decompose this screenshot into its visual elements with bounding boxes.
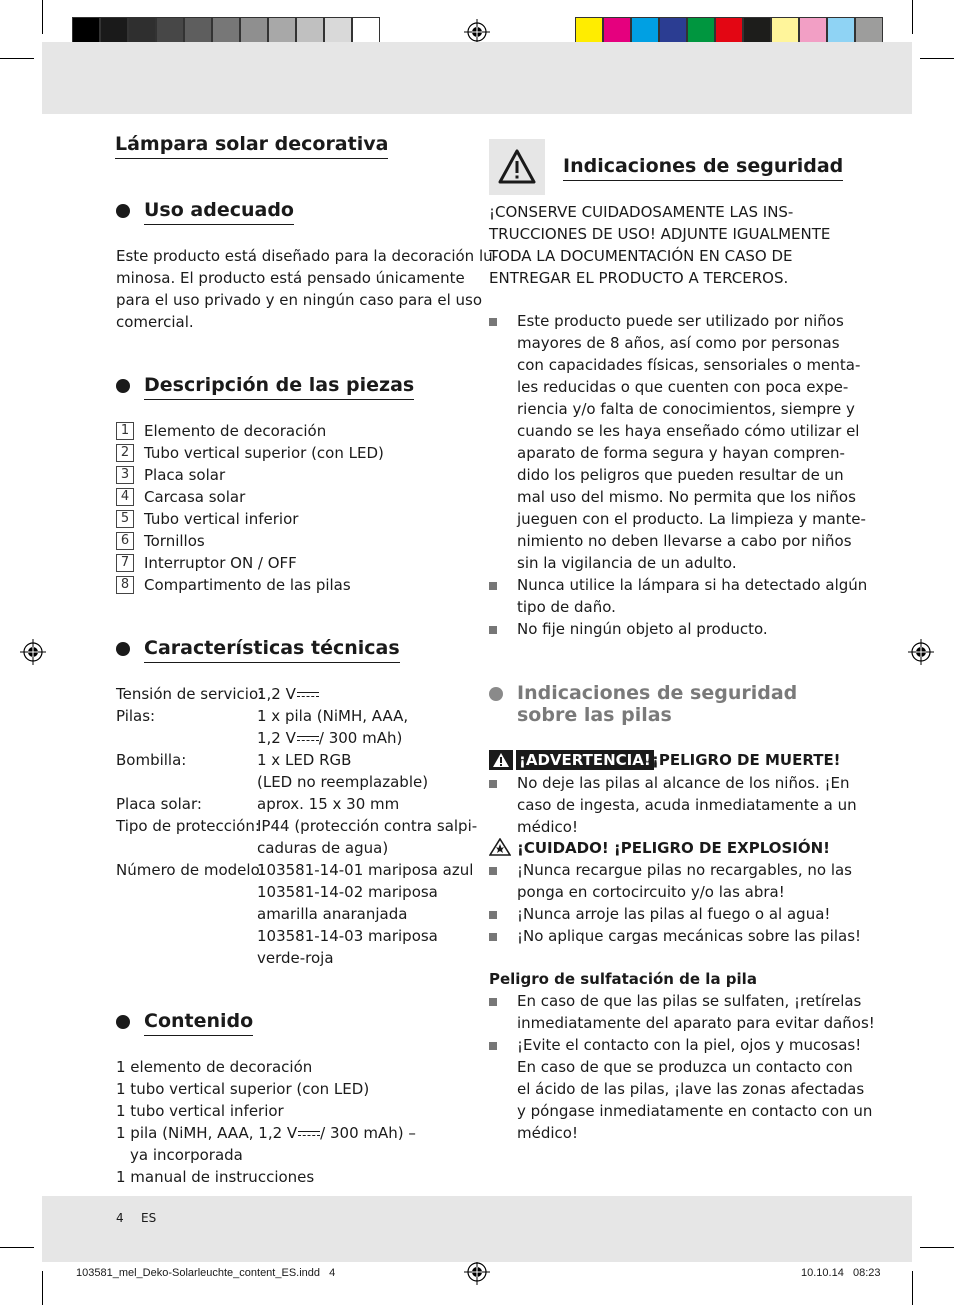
bullet-line: aparato de forma segura y hayan compren- xyxy=(517,444,845,462)
part-label: Elemento de decoración xyxy=(144,422,327,440)
spec-value: amarilla anaranjada xyxy=(257,905,408,923)
part-label: Tubo vertical inferior xyxy=(144,510,299,528)
crop-mark-top-right-h xyxy=(920,58,954,59)
section-bullet-icon xyxy=(116,204,130,218)
heading-indicaciones-seguridad: Indicaciones de seguridad xyxy=(563,153,843,181)
square-bullet-icon xyxy=(489,998,497,1006)
square-bullet-icon xyxy=(489,582,497,590)
bullet-line: cuando se les haya enseñado cómo utilizar el xyxy=(517,422,860,440)
part-number-box: 2 xyxy=(116,444,134,462)
spec-value: 103581-14-01 mariposa azul xyxy=(257,861,474,879)
bullet-line: les reducidas o que cuenten con poca expe- xyxy=(517,378,849,396)
section-bullet-icon xyxy=(489,687,503,701)
spec-value: (LED no reemplazable) xyxy=(257,773,429,791)
spec-label: Tipo de protección: xyxy=(116,817,260,835)
bullet-line: ¡Nunca recargue pilas no recargables, no las xyxy=(517,861,852,879)
part-number-box: 7 xyxy=(116,554,134,572)
bullet-line: con capacidades físicas, sensoriales o menta- xyxy=(517,356,861,374)
part-number-box: 5 xyxy=(116,510,134,528)
bullet-line: No fije ningún objeto al producto. xyxy=(517,620,768,638)
spec-value-text: 1,2 V xyxy=(257,729,296,747)
paragraph-line: comercial. xyxy=(116,313,194,331)
registration-mark-icon xyxy=(908,639,934,665)
spec-value: verde-roja xyxy=(257,949,334,967)
content-item xyxy=(116,1122,416,1144)
bullet-line: y póngase inmediatamente en contacto con un xyxy=(517,1102,873,1120)
spec-value: 103581-14-02 mariposa xyxy=(257,883,438,901)
square-bullet-icon xyxy=(489,626,497,634)
spec-value: 103581-14-03 mariposa xyxy=(257,927,438,945)
bullet-line: médico! xyxy=(517,818,578,836)
part-label: Interruptor ON / OFF xyxy=(144,554,297,572)
crop-mark-bottom-left-h xyxy=(0,1247,34,1248)
heading-pilas-line2: sobre las pilas xyxy=(517,704,672,726)
crop-mark-bottom-left-v xyxy=(42,1271,43,1305)
warning-icon-box xyxy=(489,139,545,195)
part-label: Placa solar xyxy=(144,466,226,484)
part-label: Carcasa solar xyxy=(144,488,246,506)
spec-value-text: 1,2 V xyxy=(257,685,296,703)
content-item: ya incorporada xyxy=(130,1146,243,1164)
spec-value xyxy=(257,727,402,749)
bullet-line: nimiento no deben llevarse a cabo por niños xyxy=(517,532,852,550)
square-bullet-icon xyxy=(489,933,497,941)
heading-caracteristicas-tecnicas: Características técnicas xyxy=(144,635,400,663)
bullet-line: Este producto puede ser utilizado por niños xyxy=(517,312,844,330)
spec-value: 1 x pila (NiMH, AAA, xyxy=(257,707,409,725)
caps-line: ENTREGAR EL PRODUCTO A TERCEROS. xyxy=(489,269,789,287)
part-number-box: 4 xyxy=(116,488,134,506)
warning-text: ¡PELIGRO DE MUERTE! xyxy=(652,751,841,769)
content-item: 1 elemento de decoración xyxy=(116,1058,313,1076)
bullet-line: el ácido de las pilas, ¡lave las zonas afectadas xyxy=(517,1080,865,1098)
caps-line: ¡CONSERVE CUIDADOSAMENTE LAS INS- xyxy=(489,203,794,221)
section-bullet-icon xyxy=(116,379,130,393)
bullet-line: dido los peligros que pueden resultar de un xyxy=(517,466,844,484)
content-item: 1 tubo vertical superior (con LED) xyxy=(116,1080,370,1098)
content-item-text: / 300 mAh) – xyxy=(320,1124,416,1142)
file-date-time: 10.10.14 08:23 xyxy=(801,1267,881,1279)
spec-label: Bombilla: xyxy=(116,751,187,769)
crop-mark-top-left-h xyxy=(0,58,34,59)
registration-mark-icon xyxy=(20,639,46,665)
square-bullet-icon xyxy=(489,318,497,326)
explosion-warning-icon xyxy=(489,838,511,856)
bullet-line: ponga en cortocircuito y/o las abra! xyxy=(517,883,785,901)
caution-text: ¡CUIDADO! ¡PELIGRO DE EXPLOSIÓN! xyxy=(517,839,831,857)
heading-uso-adecuado: Uso adecuado xyxy=(144,197,294,225)
part-label: Tubo vertical superior (con LED) xyxy=(144,444,384,462)
language-code: ES xyxy=(141,1211,157,1225)
dc-symbol-icon xyxy=(298,1129,320,1139)
page-footer-band xyxy=(42,1196,912,1262)
bullet-line: mayores de 8 años, así como por personas xyxy=(517,334,840,352)
square-bullet-icon xyxy=(489,1042,497,1050)
dc-symbol-icon xyxy=(297,734,319,744)
spec-value: caduras de agua) xyxy=(257,839,389,857)
bullet-line: mal uso del mismo. No permita que los niños xyxy=(517,488,856,506)
bullet-line: ¡Nunca arroje las pilas al fuego o al agua! xyxy=(517,905,831,923)
part-number-box: 3 xyxy=(116,466,134,484)
part-number-box: 8 xyxy=(116,576,134,594)
spec-value: 1 x LED RGB xyxy=(257,751,352,769)
warning-triangle-icon xyxy=(489,139,545,195)
crop-mark-top-right-v xyxy=(912,0,913,34)
page-number: 4 xyxy=(116,1211,124,1225)
dc-symbol-icon xyxy=(297,690,319,700)
section-bullet-icon xyxy=(116,1015,130,1029)
spec-value-text: / 300 mAh) xyxy=(318,729,403,747)
bullet-line: médico! xyxy=(517,1124,578,1142)
crop-mark-bottom-right-h xyxy=(920,1247,954,1248)
spec-label: Tensión de servicio: xyxy=(116,685,264,703)
bullet-line: En caso de que se produzca un contacto con xyxy=(517,1058,853,1076)
part-label: Tornillos xyxy=(144,532,205,550)
registration-mark-icon xyxy=(464,1259,490,1285)
bullet-line: jueguen con el producto. La limpieza y mante- xyxy=(517,510,866,528)
spec-label: Placa solar: xyxy=(116,795,202,813)
spec-value xyxy=(257,683,319,705)
square-bullet-icon xyxy=(489,780,497,788)
part-label: Compartimento de las pilas xyxy=(144,576,351,594)
heading-pilas-line1: Indicaciones de seguridad xyxy=(517,682,798,704)
warning-label-badge: ¡ADVERTENCIA! xyxy=(516,750,654,770)
part-number-box: 1 xyxy=(116,422,134,440)
warning-triangle-icon xyxy=(489,750,513,770)
crop-mark-bottom-right-v xyxy=(912,1271,913,1305)
bullet-line: ¡No aplique cargas mecánicas sobre las pilas! xyxy=(517,927,862,945)
caps-line: TRUCCIONES DE USO! ADJUNTE IGUALMENTE xyxy=(489,225,831,243)
paragraph-line: para el uso privado y en ningún caso para el uso xyxy=(116,291,482,309)
bullet-line: ¡Evite el contacto con la piel, ojos y mucosas! xyxy=(517,1036,862,1054)
bullet-line: inmediatamente del aparato para evitar daños! xyxy=(517,1014,875,1032)
bullet-line: sin la vigilancia de un adulto. xyxy=(517,554,737,572)
heading-contenido: Contenido xyxy=(144,1008,253,1036)
spec-label: Pilas: xyxy=(116,707,156,725)
paragraph-line: Este producto está diseñado para la decoración lu- xyxy=(116,247,499,265)
crop-mark-top-left-v xyxy=(42,0,43,34)
bullet-line: caso de ingesta, acuda inmediatamente a un xyxy=(517,796,857,814)
document-title: Lámpara solar decorativa xyxy=(115,131,388,159)
bullet-line: No deje las pilas al alcance de los niños. ¡En xyxy=(517,774,850,792)
section-bullet-icon xyxy=(116,642,130,656)
heading-descripcion-piezas: Descripción de las piezas xyxy=(144,372,414,400)
paragraph-line: minosa. El producto está pensado únicamente xyxy=(116,269,465,287)
bullet-line: riencia y/o falta de conocimientos, siempre y xyxy=(517,400,855,418)
heading-sulfatacion: Peligro de sulfatación de la pila xyxy=(489,970,757,988)
content-item-text: 1 pila (NiMH, AAA, 1,2 V xyxy=(116,1124,298,1142)
content-item: 1 manual de instrucciones xyxy=(116,1168,315,1186)
part-number-box: 6 xyxy=(116,532,134,550)
file-slug: 103581_mel_Deko-Solarleuchte_content_ES.indd 4 xyxy=(76,1267,336,1279)
content-item: 1 tubo vertical inferior xyxy=(116,1102,284,1120)
square-bullet-icon xyxy=(489,867,497,875)
bullet-line: Nunca utilice la lámpara si ha detectado algún xyxy=(517,576,868,594)
page-header-band xyxy=(42,42,912,114)
spec-label: Número de modelo: xyxy=(116,861,265,879)
bullet-line: tipo de daño. xyxy=(517,598,616,616)
caps-line: TODA LA DOCUMENTACIÓN EN CASO DE xyxy=(489,247,793,265)
spec-value: IP44 (protección contra salpi- xyxy=(257,817,478,835)
bullet-line: En caso de que las pilas se sulfaten, ¡retírelas xyxy=(517,992,862,1010)
spec-value: aprox. 15 x 30 mm xyxy=(257,795,400,813)
square-bullet-icon xyxy=(489,911,497,919)
